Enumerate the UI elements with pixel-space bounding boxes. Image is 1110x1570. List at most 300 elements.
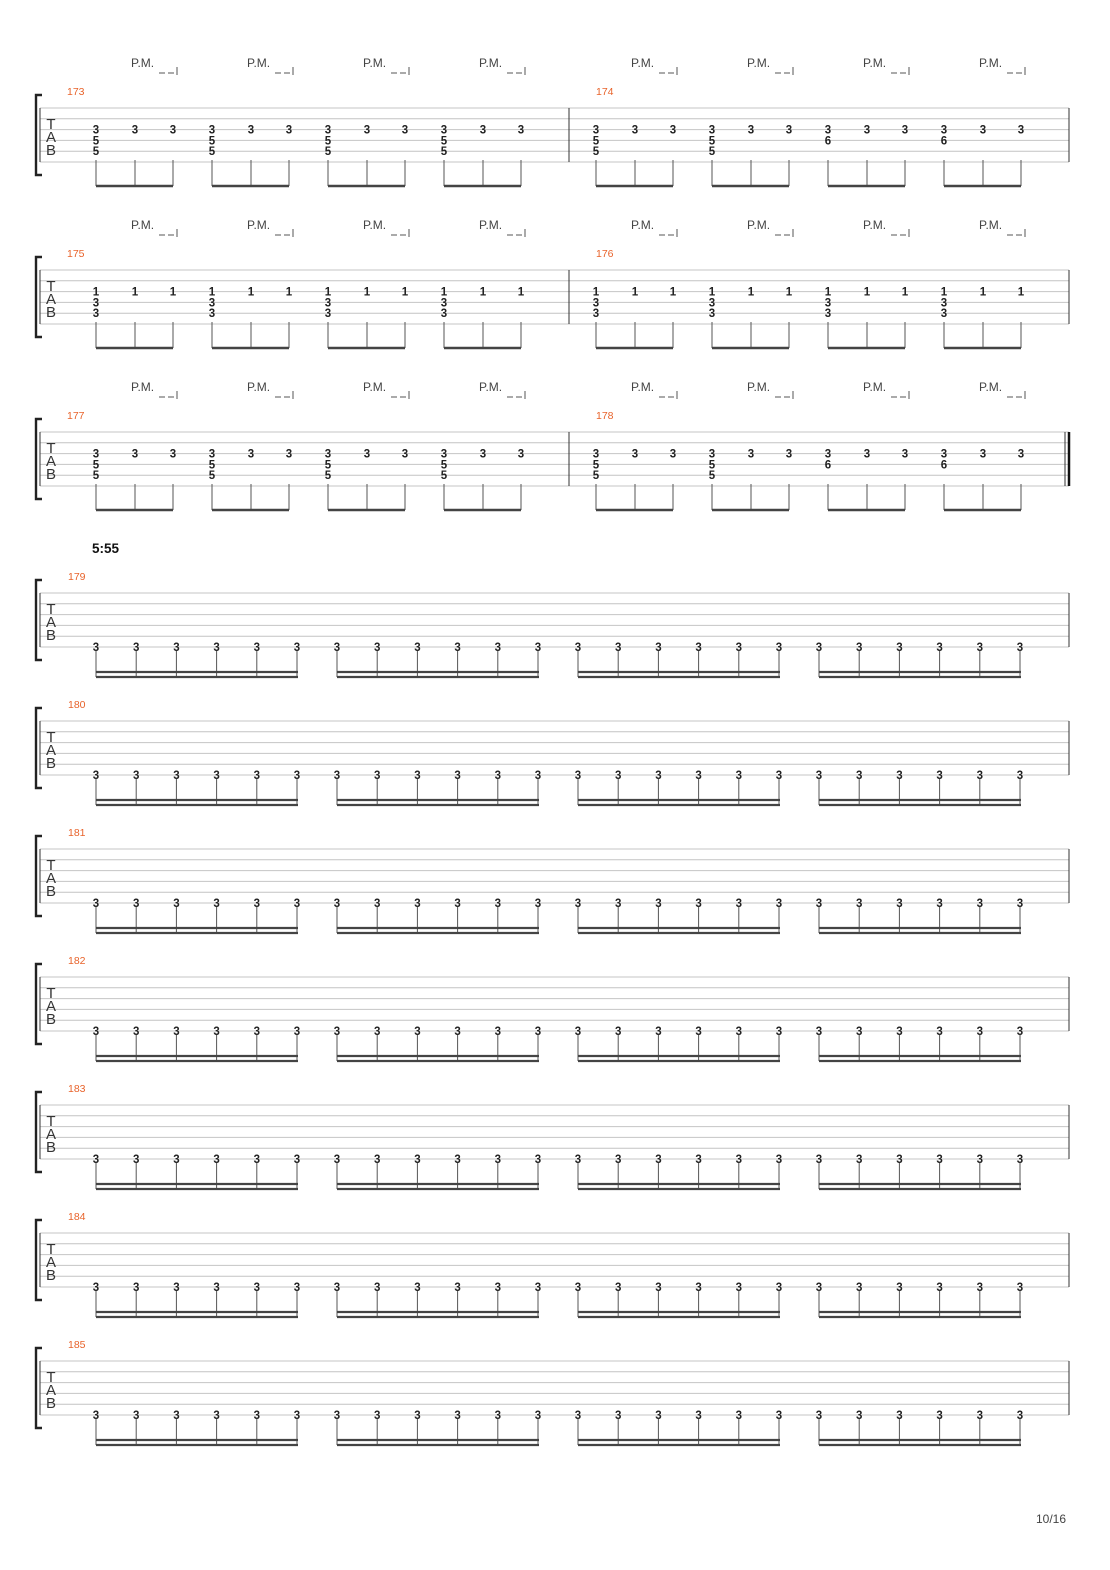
fret-number: 3 (1016, 642, 1024, 654)
fret-number: 5 (592, 459, 600, 472)
tab-clef-letter: T (46, 985, 56, 1002)
system-bracket (36, 419, 42, 499)
fret-number: 3 (775, 1154, 783, 1166)
fret-number: 3 (976, 1282, 984, 1294)
fret-number: 3 (901, 124, 909, 137)
fret-number: 3 (534, 1410, 542, 1422)
fret-number: 1 (979, 286, 987, 299)
fret-number: 5 (208, 146, 216, 159)
fret-number: 5 (208, 135, 216, 148)
fret-number: 3 (896, 898, 903, 910)
fret-number: 3 (517, 124, 525, 137)
fret-number: 3 (414, 1410, 421, 1422)
palm-mute-dash (775, 391, 793, 399)
fret-number: 3 (976, 1154, 984, 1166)
fret-number: 3 (976, 1026, 984, 1038)
fret-number: 3 (333, 1154, 341, 1166)
tab-clef-letter: B (45, 755, 57, 772)
palm-mute-dash (159, 229, 177, 237)
tab-clef-letter: B (45, 1011, 57, 1028)
fret-number: 3 (253, 1154, 261, 1166)
fret-number: 5 (92, 135, 100, 148)
fret-number: 3 (213, 770, 220, 782)
fret-number: 3 (333, 1410, 341, 1422)
fret-number: 3 (131, 448, 139, 461)
fret-number: 3 (92, 1282, 100, 1294)
fret-number: 3 (815, 1410, 823, 1422)
palm-mute-dash (1007, 391, 1025, 399)
fret-number: 3 (132, 1410, 140, 1422)
palm-mute-dash (507, 391, 525, 399)
fret-number: 3 (92, 308, 100, 321)
fret-number: 3 (285, 124, 293, 137)
page-number: 10/16 (1035, 1512, 1066, 1526)
fret-number: 1 (517, 286, 525, 299)
fret-number: 3 (253, 898, 261, 910)
fret-number: 3 (253, 770, 261, 782)
fret-number: 3 (936, 770, 943, 782)
palm-mute-label: P.M. (479, 380, 503, 394)
fret-number: 3 (574, 642, 582, 654)
fret-number: 3 (592, 297, 600, 310)
fret-number: 3 (614, 1282, 622, 1294)
fret-number: 1 (363, 286, 371, 299)
fret-number: 3 (213, 1154, 220, 1166)
fret-number: 5 (708, 146, 716, 159)
fret-number: 3 (454, 1282, 461, 1294)
fret-number: 3 (855, 770, 863, 782)
measure-number: 177 (67, 410, 85, 422)
fret-number: 3 (708, 308, 716, 321)
fret-number: 3 (735, 1410, 743, 1422)
fret-number: 3 (863, 124, 871, 137)
system-bracket (36, 257, 42, 337)
system-bracket (36, 836, 42, 916)
tab-clef-letter: A (45, 291, 57, 308)
fret-number: 3 (440, 297, 448, 310)
fret-number: 5 (208, 459, 216, 472)
palm-mute-label: P.M. (363, 218, 387, 232)
fret-number: 3 (708, 297, 716, 310)
fret-number: 3 (92, 448, 100, 461)
fret-number: 3 (534, 642, 542, 654)
fret-number: 3 (785, 448, 793, 461)
fret-number: 3 (896, 1410, 903, 1422)
fret-number: 3 (213, 642, 220, 654)
fret-number: 3 (976, 898, 984, 910)
fret-number: 3 (936, 1026, 943, 1038)
palm-mute-label: P.M. (247, 56, 271, 70)
fret-number: 3 (494, 770, 502, 782)
fret-number: 3 (855, 898, 863, 910)
system-bracket (36, 95, 42, 175)
fret-number: 1 (669, 286, 677, 299)
fret-number: 3 (614, 770, 622, 782)
fret-number: 3 (655, 898, 662, 910)
fret-number: 3 (173, 1026, 180, 1038)
measure-number: 176 (596, 248, 614, 260)
fret-number: 3 (373, 1026, 381, 1038)
fret-number: 3 (655, 1026, 662, 1038)
fret-number: 3 (293, 1154, 301, 1166)
fret-number: 3 (735, 1026, 743, 1038)
fret-number: 3 (815, 898, 823, 910)
palm-mute-dash (775, 67, 793, 75)
fret-number: 3 (534, 898, 542, 910)
fret-number: 3 (708, 448, 716, 461)
palm-mute-dash (159, 391, 177, 399)
fret-number: 3 (775, 642, 783, 654)
fret-number: 3 (169, 448, 177, 461)
fret-number: 3 (208, 124, 216, 137)
tab-clef-letter: T (46, 729, 56, 746)
fret-number: 3 (896, 642, 903, 654)
palm-mute-dash (507, 67, 525, 75)
palm-mute-dash (891, 391, 909, 399)
fret-number: 5 (92, 459, 100, 472)
fret-number: 3 (592, 448, 600, 461)
fret-number: 3 (92, 642, 100, 654)
fret-number: 3 (414, 1282, 421, 1294)
fret-number: 3 (592, 124, 600, 137)
palm-mute-label: P.M. (631, 218, 655, 232)
fret-number: 5 (440, 146, 448, 159)
palm-mute-label: P.M. (863, 56, 887, 70)
fret-number: 3 (708, 124, 716, 137)
fret-number: 3 (253, 1410, 261, 1422)
tab-clef-letter: T (46, 601, 56, 618)
fret-number: 3 (454, 898, 461, 910)
fret-number: 3 (574, 898, 582, 910)
tab-clef-letter: A (45, 1126, 57, 1143)
fret-number: 3 (896, 1026, 903, 1038)
fret-number: 3 (247, 124, 255, 137)
fret-number: 3 (494, 1154, 502, 1166)
fret-number: 3 (735, 898, 743, 910)
palm-mute-label: P.M. (363, 380, 387, 394)
measure-number: 183 (68, 1083, 86, 1095)
palm-mute-label: P.M. (131, 218, 155, 232)
fret-number: 3 (592, 308, 600, 321)
fret-number: 3 (454, 1410, 461, 1422)
fret-number: 3 (735, 1282, 743, 1294)
fret-number: 3 (169, 124, 177, 137)
tab-clef-letter: T (46, 1241, 56, 1258)
tab-clef-letter: T (46, 857, 56, 874)
fret-number: 3 (208, 297, 216, 310)
tab-clef-letter: A (45, 870, 57, 887)
fret-number: 1 (785, 286, 793, 299)
fret-number: 3 (655, 1282, 662, 1294)
fret-number: 3 (775, 1026, 783, 1038)
fret-number: 1 (747, 286, 755, 299)
fret-number: 3 (815, 642, 823, 654)
fret-number: 3 (454, 770, 461, 782)
measure-number: 182 (68, 955, 86, 967)
fret-number: 3 (92, 1410, 100, 1422)
fret-number: 3 (132, 898, 140, 910)
fret-number: 3 (614, 1026, 622, 1038)
fret-number: 3 (92, 124, 100, 137)
fret-number: 3 (824, 124, 832, 137)
fret-number: 3 (695, 898, 702, 910)
palm-mute-dash (275, 391, 293, 399)
fret-number: 3 (333, 642, 341, 654)
fret-number: 3 (213, 1026, 220, 1038)
fret-number: 3 (669, 448, 677, 461)
fret-number: 3 (815, 1026, 823, 1038)
fret-number: 3 (1016, 1026, 1024, 1038)
tab-clef-letter: A (45, 614, 57, 631)
fret-number: 3 (414, 770, 421, 782)
fret-number: 3 (401, 448, 409, 461)
palm-mute-label: P.M. (479, 56, 503, 70)
fret-number: 3 (824, 297, 832, 310)
fret-number: 5 (440, 135, 448, 148)
section-marker: 5:55 (92, 541, 120, 556)
fret-number: 3 (695, 1154, 702, 1166)
fret-number: 5 (324, 459, 332, 472)
palm-mute-label: P.M. (979, 56, 1003, 70)
fret-number: 1 (401, 286, 409, 299)
fret-number: 3 (976, 642, 984, 654)
fret-number: 1 (940, 286, 948, 299)
fret-number: 3 (92, 1154, 100, 1166)
measure-number: 180 (68, 699, 86, 711)
palm-mute-dash (891, 67, 909, 75)
fret-number: 3 (785, 124, 793, 137)
fret-number: 3 (695, 1410, 702, 1422)
fret-number: 1 (440, 286, 448, 299)
fret-number: 3 (1016, 1154, 1024, 1166)
fret-number: 3 (775, 898, 783, 910)
fret-number: 5 (92, 146, 100, 159)
fret-number: 1 (479, 286, 487, 299)
fret-number: 3 (979, 448, 987, 461)
fret-number: 3 (896, 1282, 903, 1294)
fret-number: 3 (940, 124, 948, 137)
fret-number: 3 (655, 770, 662, 782)
fret-number: 1 (631, 286, 639, 299)
fret-number: 3 (333, 1282, 341, 1294)
palm-mute-dash (391, 229, 409, 237)
fret-number: 3 (132, 1154, 140, 1166)
measure-number: 178 (596, 410, 614, 422)
fret-number: 3 (131, 124, 139, 137)
tab-clef-letter: A (45, 129, 57, 146)
fret-number: 3 (253, 642, 261, 654)
fret-number: 3 (614, 898, 622, 910)
fret-number: 5 (440, 470, 448, 483)
fret-number: 3 (574, 1026, 582, 1038)
fret-number: 3 (213, 898, 220, 910)
fret-number: 3 (479, 124, 487, 137)
palm-mute-label: P.M. (631, 380, 655, 394)
fret-number: 3 (440, 124, 448, 137)
fret-number: 3 (324, 448, 332, 461)
palm-mute-label: P.M. (363, 56, 387, 70)
tab-clef-letter: B (45, 304, 57, 321)
fret-number: 3 (1017, 448, 1025, 461)
tab-clef-letter: B (45, 627, 57, 644)
measure-number: 173 (67, 86, 85, 98)
fret-number: 3 (534, 1154, 542, 1166)
fret-number: 5 (708, 470, 716, 483)
fret-number: 3 (373, 1282, 381, 1294)
fret-number: 3 (775, 1282, 783, 1294)
fret-number: 3 (401, 124, 409, 137)
palm-mute-label: P.M. (747, 56, 771, 70)
fret-number: 1 (247, 286, 255, 299)
fret-number: 3 (534, 770, 542, 782)
fret-number: 3 (940, 297, 948, 310)
fret-number: 3 (695, 770, 702, 782)
fret-number: 3 (132, 1026, 140, 1038)
fret-number: 3 (363, 124, 371, 137)
system-bracket (36, 964, 42, 1044)
fret-number: 3 (373, 1154, 381, 1166)
fret-number: 3 (208, 308, 216, 321)
fret-number: 3 (494, 898, 502, 910)
fret-number: 3 (1016, 898, 1024, 910)
fret-number: 3 (775, 1410, 783, 1422)
tab-clef-letter: A (45, 1254, 57, 1271)
fret-number: 3 (574, 1282, 582, 1294)
fret-number: 3 (855, 1282, 863, 1294)
fret-number: 3 (454, 1026, 461, 1038)
fret-number: 3 (574, 770, 582, 782)
fret-number: 3 (494, 1282, 502, 1294)
palm-mute-dash (275, 229, 293, 237)
fret-number: 3 (293, 642, 301, 654)
palm-mute-label: P.M. (863, 218, 887, 232)
fret-number: 3 (285, 448, 293, 461)
fret-number: 3 (92, 898, 100, 910)
fret-number: 3 (132, 642, 140, 654)
system-bracket (36, 580, 42, 660)
fret-number: 6 (940, 459, 948, 472)
fret-number: 3 (373, 770, 381, 782)
fret-number: 3 (695, 1026, 702, 1038)
fret-number: 3 (293, 1410, 301, 1422)
fret-number: 3 (494, 642, 502, 654)
fret-number: 3 (896, 1154, 903, 1166)
fret-number: 3 (735, 1154, 743, 1166)
fret-number: 3 (293, 770, 301, 782)
palm-mute-label: P.M. (747, 380, 771, 394)
fret-number: 3 (574, 1410, 582, 1422)
tab-clef-letter: B (45, 1139, 57, 1156)
palm-mute-dash (507, 229, 525, 237)
fret-number: 3 (247, 448, 255, 461)
tab-clef-letter: A (45, 742, 57, 759)
palm-mute-dash (659, 67, 677, 75)
fret-number: 5 (708, 459, 716, 472)
fret-number: 3 (655, 1154, 662, 1166)
fret-number: 6 (940, 135, 948, 148)
fret-number: 3 (936, 898, 943, 910)
fret-number: 3 (440, 448, 448, 461)
palm-mute-dash (659, 229, 677, 237)
fret-number: 1 (824, 286, 832, 299)
fret-number: 3 (373, 898, 381, 910)
palm-mute-label: P.M. (979, 380, 1003, 394)
fret-number: 3 (534, 1282, 542, 1294)
fret-number: 3 (92, 297, 100, 310)
system-bracket (36, 1348, 42, 1428)
fret-number: 1 (169, 286, 177, 299)
fret-number: 3 (213, 1282, 220, 1294)
fret-number: 3 (253, 1026, 261, 1038)
fret-number: 3 (173, 642, 180, 654)
fret-number: 3 (695, 1282, 702, 1294)
measure-number: 179 (68, 571, 86, 583)
fret-number: 3 (976, 770, 984, 782)
fret-number: 3 (173, 898, 180, 910)
fret-number: 6 (824, 135, 832, 148)
fret-number: 5 (324, 146, 332, 159)
fret-number: 3 (936, 1410, 943, 1422)
fret-number: 3 (534, 1026, 542, 1038)
fret-number: 3 (855, 1410, 863, 1422)
fret-number: 1 (708, 286, 716, 299)
fret-number: 3 (454, 642, 461, 654)
fret-number: 3 (855, 1026, 863, 1038)
fret-number: 3 (936, 642, 943, 654)
fret-number: 3 (631, 124, 639, 137)
fret-number: 3 (373, 642, 381, 654)
tab-clef-letter: B (45, 1267, 57, 1284)
tab-clef-letter: T (46, 1113, 56, 1130)
tab-clef-letter: T (46, 116, 56, 133)
fret-number: 3 (901, 448, 909, 461)
fret-number: 3 (815, 1154, 823, 1166)
fret-number: 3 (824, 448, 832, 461)
palm-mute-label: P.M. (131, 56, 155, 70)
fret-number: 3 (976, 1410, 984, 1422)
fret-number: 3 (517, 448, 525, 461)
fret-number: 3 (940, 448, 948, 461)
fret-number: 3 (92, 1026, 100, 1038)
fret-number: 3 (614, 1410, 622, 1422)
tab-clef-letter: B (45, 466, 57, 483)
fret-number: 3 (655, 1410, 662, 1422)
fret-number: 5 (324, 135, 332, 148)
palm-mute-dash (775, 229, 793, 237)
fret-number: 1 (324, 286, 332, 299)
fret-number: 3 (208, 448, 216, 461)
fret-number: 3 (92, 770, 100, 782)
fret-number: 5 (208, 470, 216, 483)
tab-clef-letter: A (45, 453, 57, 470)
tab-clef-letter: B (45, 142, 57, 159)
fret-number: 3 (324, 124, 332, 137)
measure-number: 181 (68, 827, 86, 839)
fret-number: 3 (669, 124, 677, 137)
fret-number: 3 (414, 898, 421, 910)
palm-mute-label: P.M. (979, 218, 1003, 232)
fret-number: 3 (815, 1282, 823, 1294)
tab-clef-letter: B (45, 883, 57, 900)
fret-number: 3 (1016, 770, 1024, 782)
fret-number: 3 (896, 770, 903, 782)
fret-number: 3 (614, 1154, 622, 1166)
palm-mute-label: P.M. (247, 218, 271, 232)
fret-number: 3 (324, 308, 332, 321)
fret-number: 1 (131, 286, 139, 299)
palm-mute-dash (391, 391, 409, 399)
fret-number: 1 (92, 286, 100, 299)
